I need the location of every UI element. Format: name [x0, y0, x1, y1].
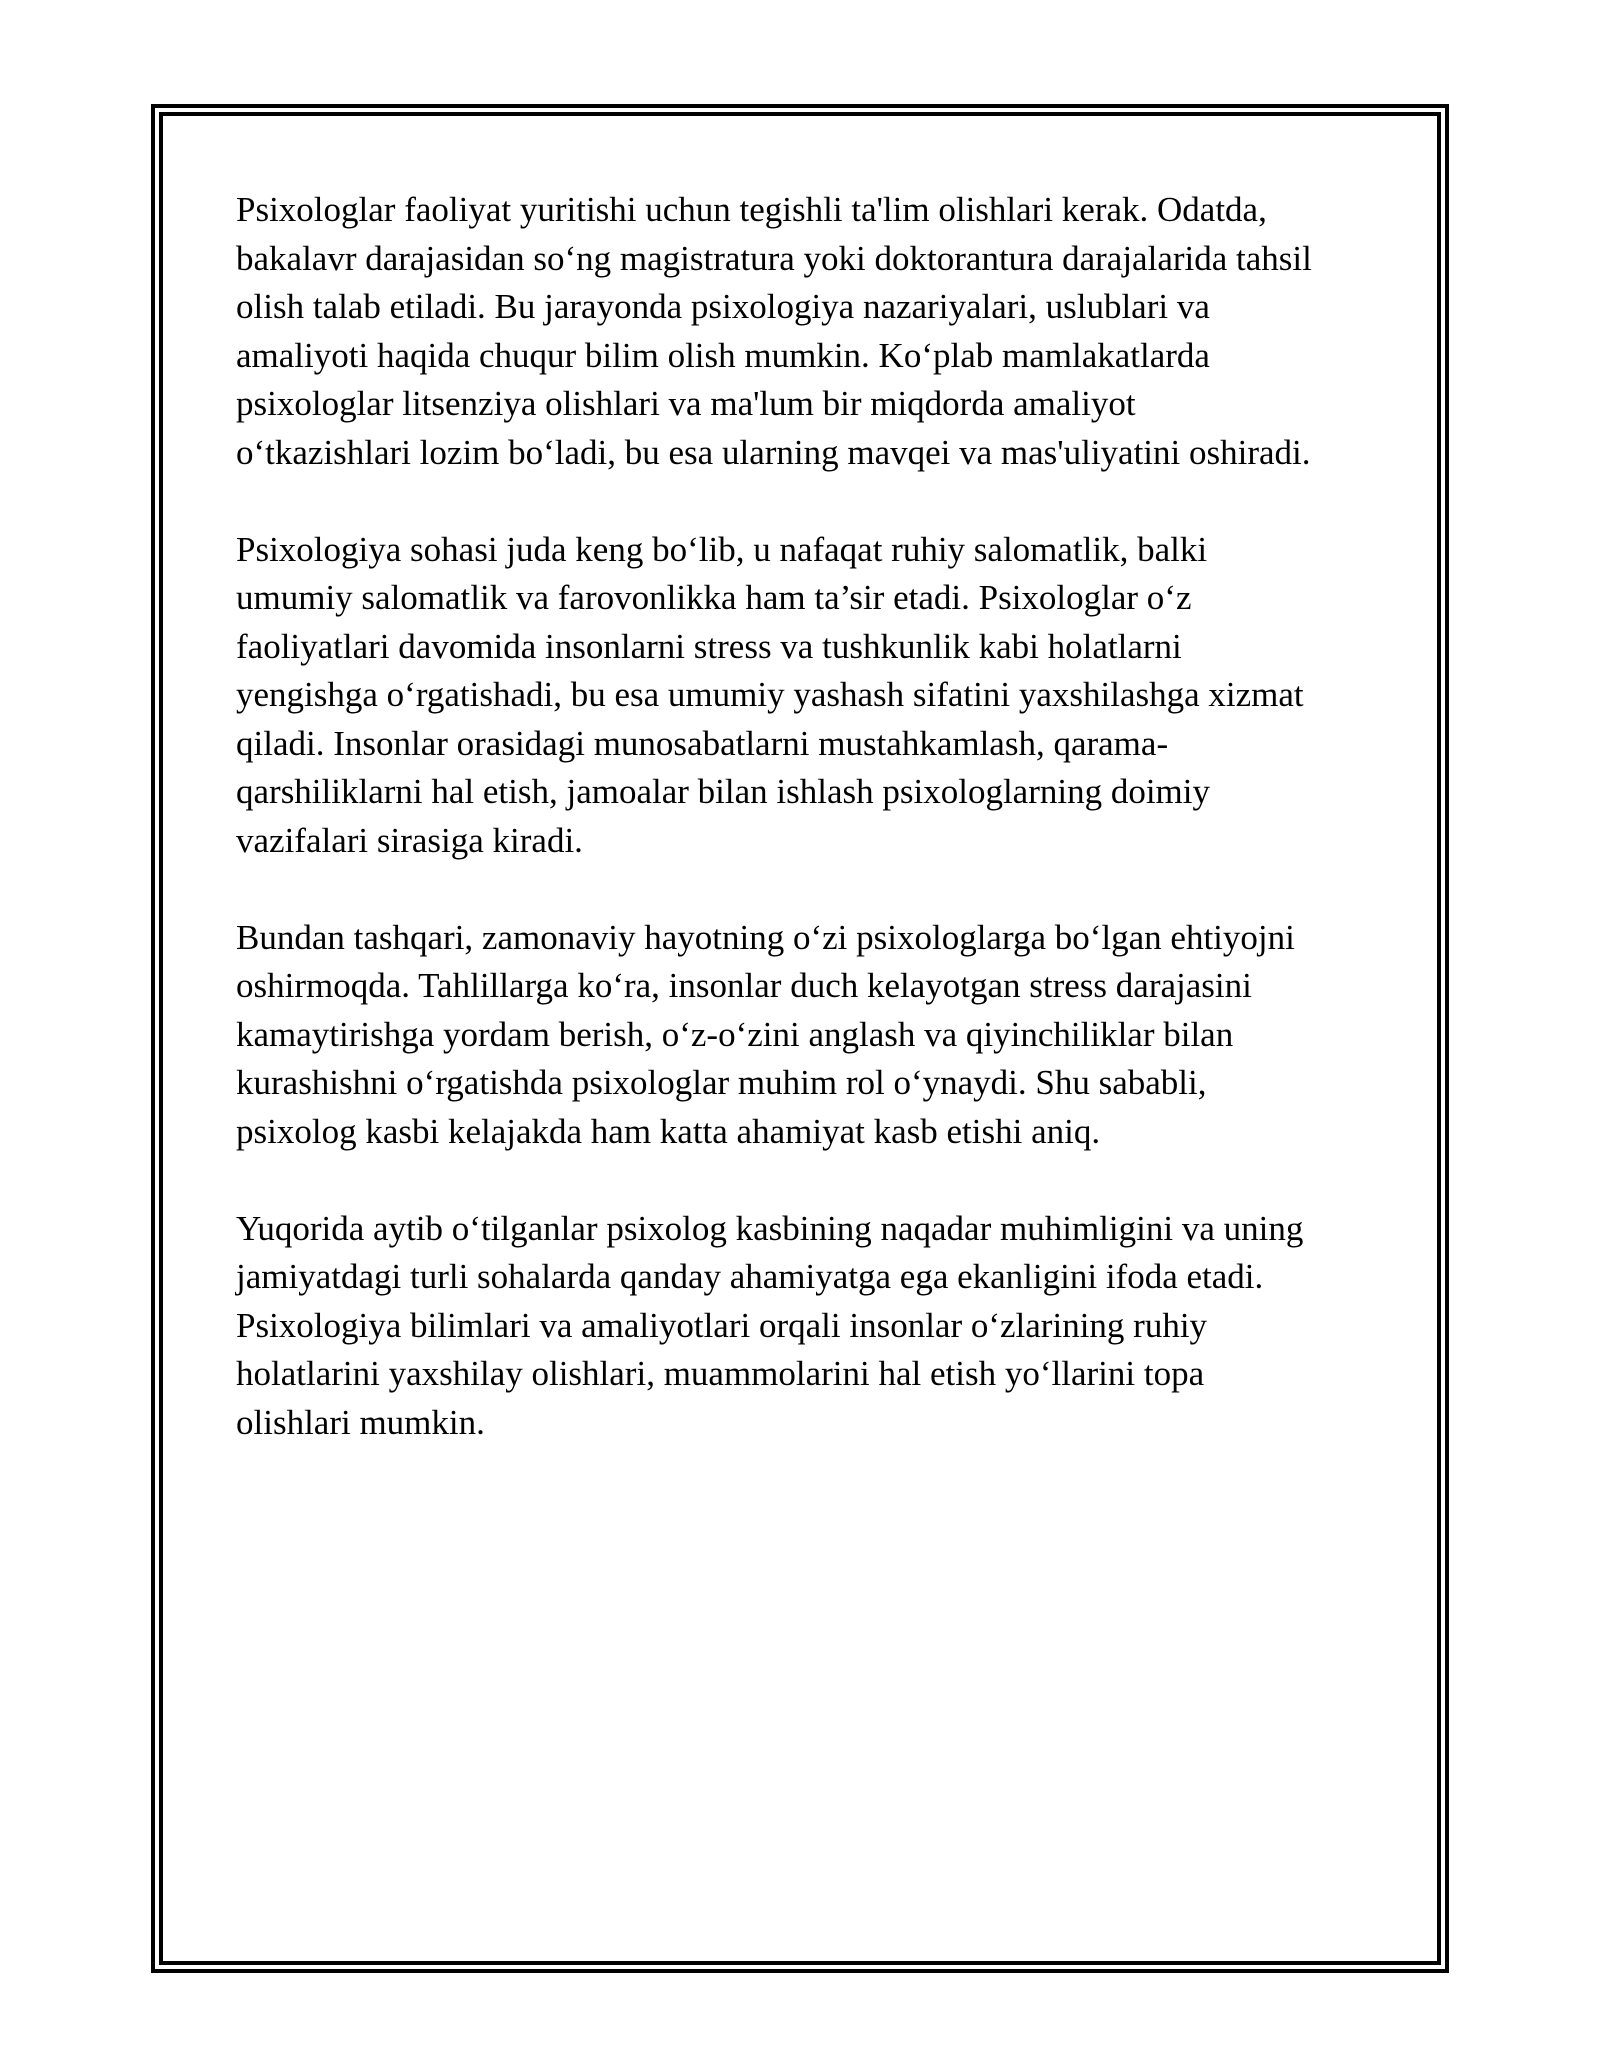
paragraph-4: Yuqorida aytib o‘tilganlar psixolog kasbining naqadar muhimligini va uning jamiyatdagi turli sohalarda qanday ahamiyatga ega ekanligini ifoda etadi. Psixologiya bilimlari va amaliyotlari orqali insonlar o‘zlarining ruhiy holatlarini yaxshilay olishlari, muammolarini hal etish yo‘llarini topa olishlari mumkin.	[236, 1208, 1304, 1442]
paragraph-2: Psixologiya sohasi juda keng bo‘lib, u nafaqat ruhiy salomatlik, balki umumiy salomatlik va farovonlikka ham ta’sir etadi. Psixologlar o‘z faoliyatlari davomida insonlarni stress va tushkunlik kabi holatlarni yengishga o‘rgatishadi, bu esa umumiy yashash sifatini yaxshilashga xizmat qiladi. Insonlar orasidagi munosabatlarni mustahkamlash, qarama- qarshiliklarni hal etish, jamoalar bilan ishlash psixologlarning doimiy vazifalari sirasiga kiradi.	[236, 529, 1304, 860]
document-body	[236, 186, 1376, 1496]
paragraph-1: Psixologlar faoliyat yuritishi uchun tegishli ta'lim olishlari kerak. Odatda, bakalavr darajasidan so‘ng magistratura yoki doktorantura darajalarida tahsil olish talab etiladi. Bu jarayonda psixologiya nazariyalari, uslublari va amaliyoti haqida chuqur bilim olish mumkin. Ko‘plab mamlakatlarda psixologlar litsenziya olishlari va ma'lum bir miqdorda amaliyot o‘tkazishlari lozim bo‘ladi, bu esa ularning mavqei va mas'uliyatini oshiradi.	[236, 190, 1312, 472]
paragraph-3: Bundan tashqari, zamonaviy hayotning o‘zi psixologlarga bo‘lgan ehtiyojni oshirmoqda. Tahlillarga ko‘ra, insonlar duch kelayotgan stress darajasini kamaytirishga yordam berish, o‘z-o‘zini anglash va qiyinchiliklar bilan kurashishni o‘rgatishda psixologlar muhim rol o‘ynaydi. Shu sababli, psixolog kasbi kelajakda ham katta ahamiyat kasb etishi aniq.	[236, 917, 1295, 1151]
